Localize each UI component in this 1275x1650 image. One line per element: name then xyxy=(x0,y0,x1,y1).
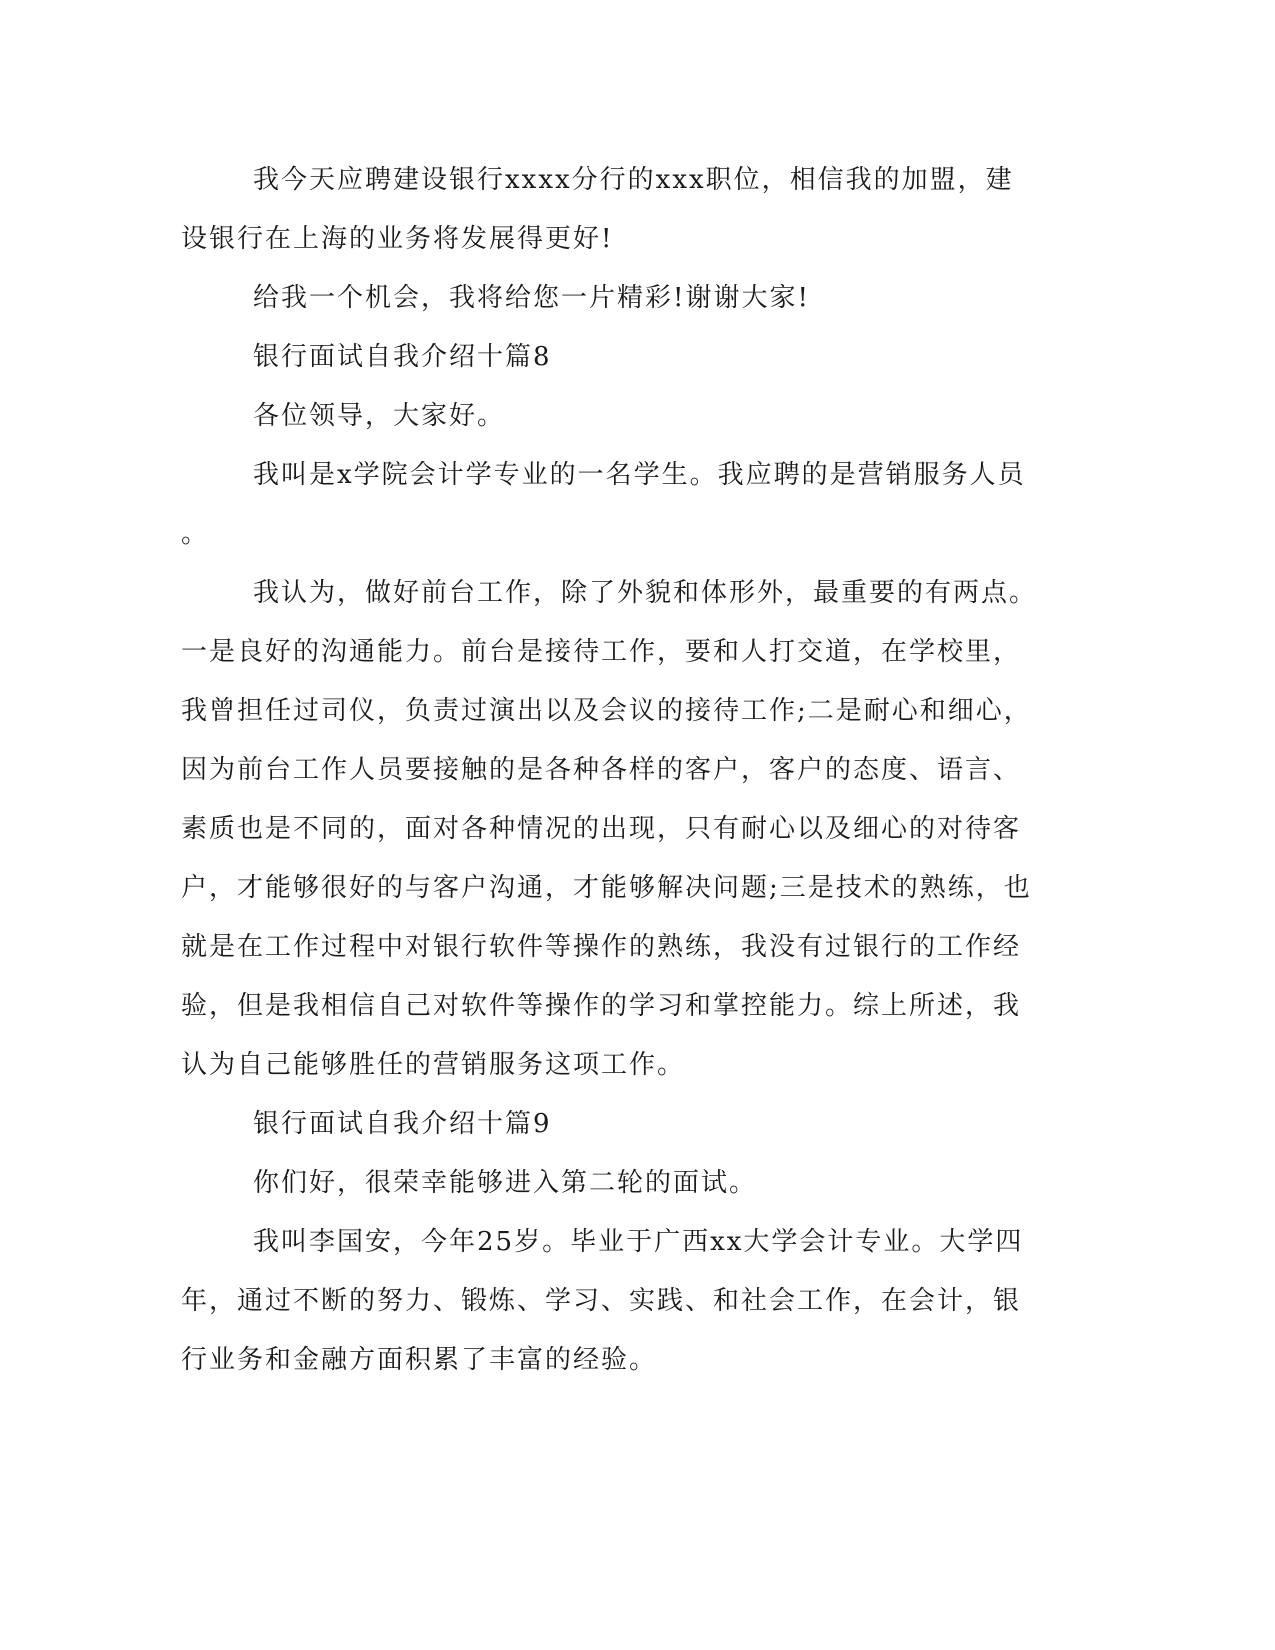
paragraph-line: 行业务和金融方面积累了丰富的经验。 xyxy=(181,1345,658,1375)
paragraph-line: 认为自己能够胜任的营销服务这项工作。 xyxy=(181,1050,686,1080)
paragraph-line: 你们好，很荣幸能够进入第二轮的面试。 xyxy=(253,1168,758,1198)
paragraph-line: 一是良好的沟通能力。前台是接待工作，要和人打交道，在学校里， xyxy=(181,637,1022,667)
section-heading: 银行面试自我介绍十篇9 xyxy=(253,1109,552,1139)
paragraph-line: 各位领导，大家好。 xyxy=(253,401,506,431)
paragraph-line: 我曾担任过司仪，负责过演出以及会议的接待工作;二是耐心和细心， xyxy=(181,696,1032,726)
section-heading: 银行面试自我介绍十篇8 xyxy=(253,342,552,372)
paragraph-line: 素质也是不同的，面对各种情况的出现，只有耐心以及细心的对待客 xyxy=(181,814,1022,844)
paragraph-line: 就是在工作过程中对银行软件等操作的熟练，我没有过银行的工作经 xyxy=(181,932,1022,962)
paragraph-line: 户，才能够很好的与客户沟通，才能够解决问题;三是技术的熟练，也 xyxy=(181,873,1032,903)
paragraph-line: 我叫是x学院会计学专业的一名学生。我应聘的是营销服务人员 xyxy=(253,460,1026,490)
paragraph-line: 设银行在上海的业务将发展得更好! xyxy=(181,224,614,254)
paragraph-line: 验，但是我相信自己对软件等操作的学习和掌控能力。综上所述，我 xyxy=(181,991,1022,1021)
paragraph-line: 我叫李国安，今年25岁。毕业于广西xx大学会计专业。大学四 xyxy=(253,1227,1024,1257)
paragraph-line: 给我一个机会，我将给您一片精彩!谢谢大家! xyxy=(253,283,810,313)
paragraph-line: 我今天应聘建设银行xxxx分行的xxx职位，相信我的加盟，建 xyxy=(253,165,1014,195)
paragraph-line: 年，通过不断的努力、锻炼、学习、实践、和社会工作，在会计，银 xyxy=(181,1286,1022,1316)
paragraph-line: 因为前台工作人员要接触的是各种各样的客户，客户的态度、语言、 xyxy=(181,755,1022,785)
paragraph-line: 我认为，做好前台工作，除了外貌和体形外，最重要的有两点。 xyxy=(253,578,1038,608)
paragraph-line: 。 xyxy=(181,519,210,549)
